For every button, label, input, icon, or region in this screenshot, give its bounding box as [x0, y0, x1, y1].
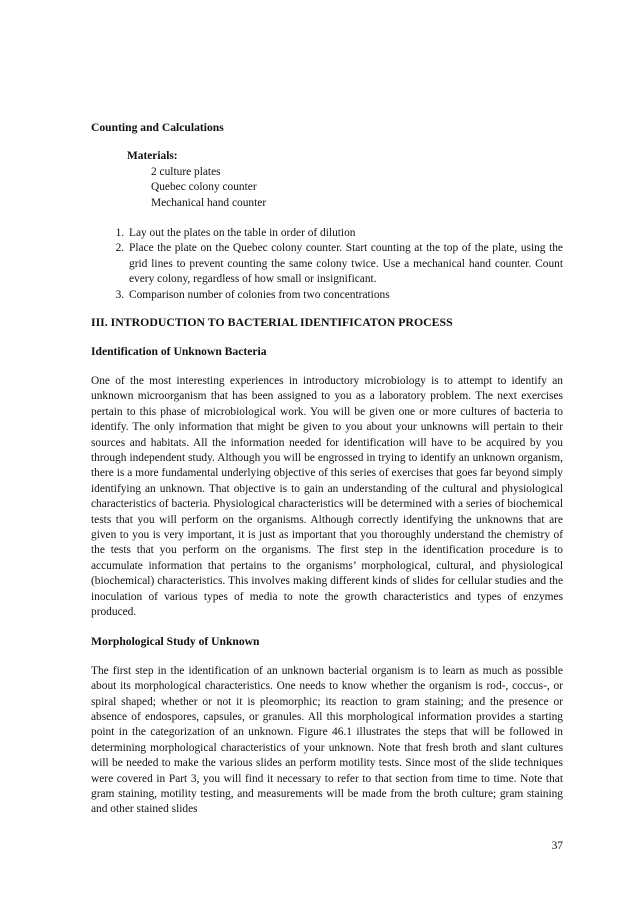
procedure-step: 1. Lay out the plates on the table in order of dilution: [127, 226, 563, 241]
morphology-paragraph: The first step in the identification of an unknown bacterial organism is to learn as much as possible about its morphological characteristics. One needs to know whether the organism is rod-, coccus-, or spiral shaped; whether or not it is pleomorphic; its reaction to gram staining; and the presence or absence of endospores, capsules, or granules. All this morphological information provides a starting point in the categorization of an unknown. Figure 46.1 illustrates the steps that will be followed in determining morphological characteristics of your unknown. Note that fresh broth and slant cultures will be needed to make the various slides an perform motility tests. Since most of the slide techniques were covered in Part 3, you will find it necessary to refer to that section from time to time. Note that gram staining, motility testing, and measurements will be made from the broth culture; gram staining and other stained slides: [91, 664, 563, 816]
counting-heading: Counting and Calculations: [91, 121, 224, 134]
materials-block: [127, 149, 563, 211]
procedure-step: 3. Comparison number of colonies from two concentrations: [127, 288, 563, 303]
material-item: Quebec colony counter: [151, 181, 257, 194]
page-number: 37: [551, 840, 563, 852]
page-content: [91, 120, 563, 818]
materials-list: [127, 165, 563, 211]
identification-heading: Identification of Unknown Bacteria: [91, 345, 267, 359]
identification-paragraph: One of the most interesting experiences in introductory microbiology is to attempt to identify an unknown microorganism that has been assigned to you as a laboratory problem. The next exercises pertain to this phase of microbiological work. You will be given one or more cultures of bacteria to identify. The only information that might be given to you about your unknowns will pertain to their sources and habitats. All the information needed for identification will have to be acquired by you through independent study. Although you will be engrossed in trying to identify an unknown organism, there is a more fundamental underlying objective of this series of exercises that goes far beyond simply identifying an unknown. That objective is to gain an understanding of the cultural and physiological characteristics of bacteria. Physiological characteristics will be determined with a series of biochemical tests that you will perform on the organisms. Although correctly identifying the unknowns that are given to you is very important, it is just as important that you thoroughly understand the chemistry of the tests that you perform on the organisms. The first step in the identification procedure is to accumulate information that pertains to the organisms’ morphological, cultural, and physiological (biochemical) characteristics. This involves making different kinds of slides for cellular studies and the inoculation of various types of media to note the growth characteristics and types of enzymes produced.: [91, 374, 563, 618]
materials-label: Materials:: [127, 150, 178, 163]
section-heading: III. INTRODUCTION TO BACTERIAL IDENTIFICATON PROCESS: [91, 315, 453, 330]
material-item: Mechanical hand counter: [151, 196, 267, 209]
morphology-heading: Morphological Study of Unknown: [91, 635, 260, 649]
procedure-steps: [91, 226, 563, 303]
procedure-step: 2. Place the plate on the Quebec colony counter. Start counting at the top of the plate, using the grid lines to prevent counting the same colony twice. Use a mechanical hand counter. Count every colony, regardless of how small or insignificant.: [127, 241, 563, 287]
material-item: 2 culture plates: [151, 165, 221, 178]
